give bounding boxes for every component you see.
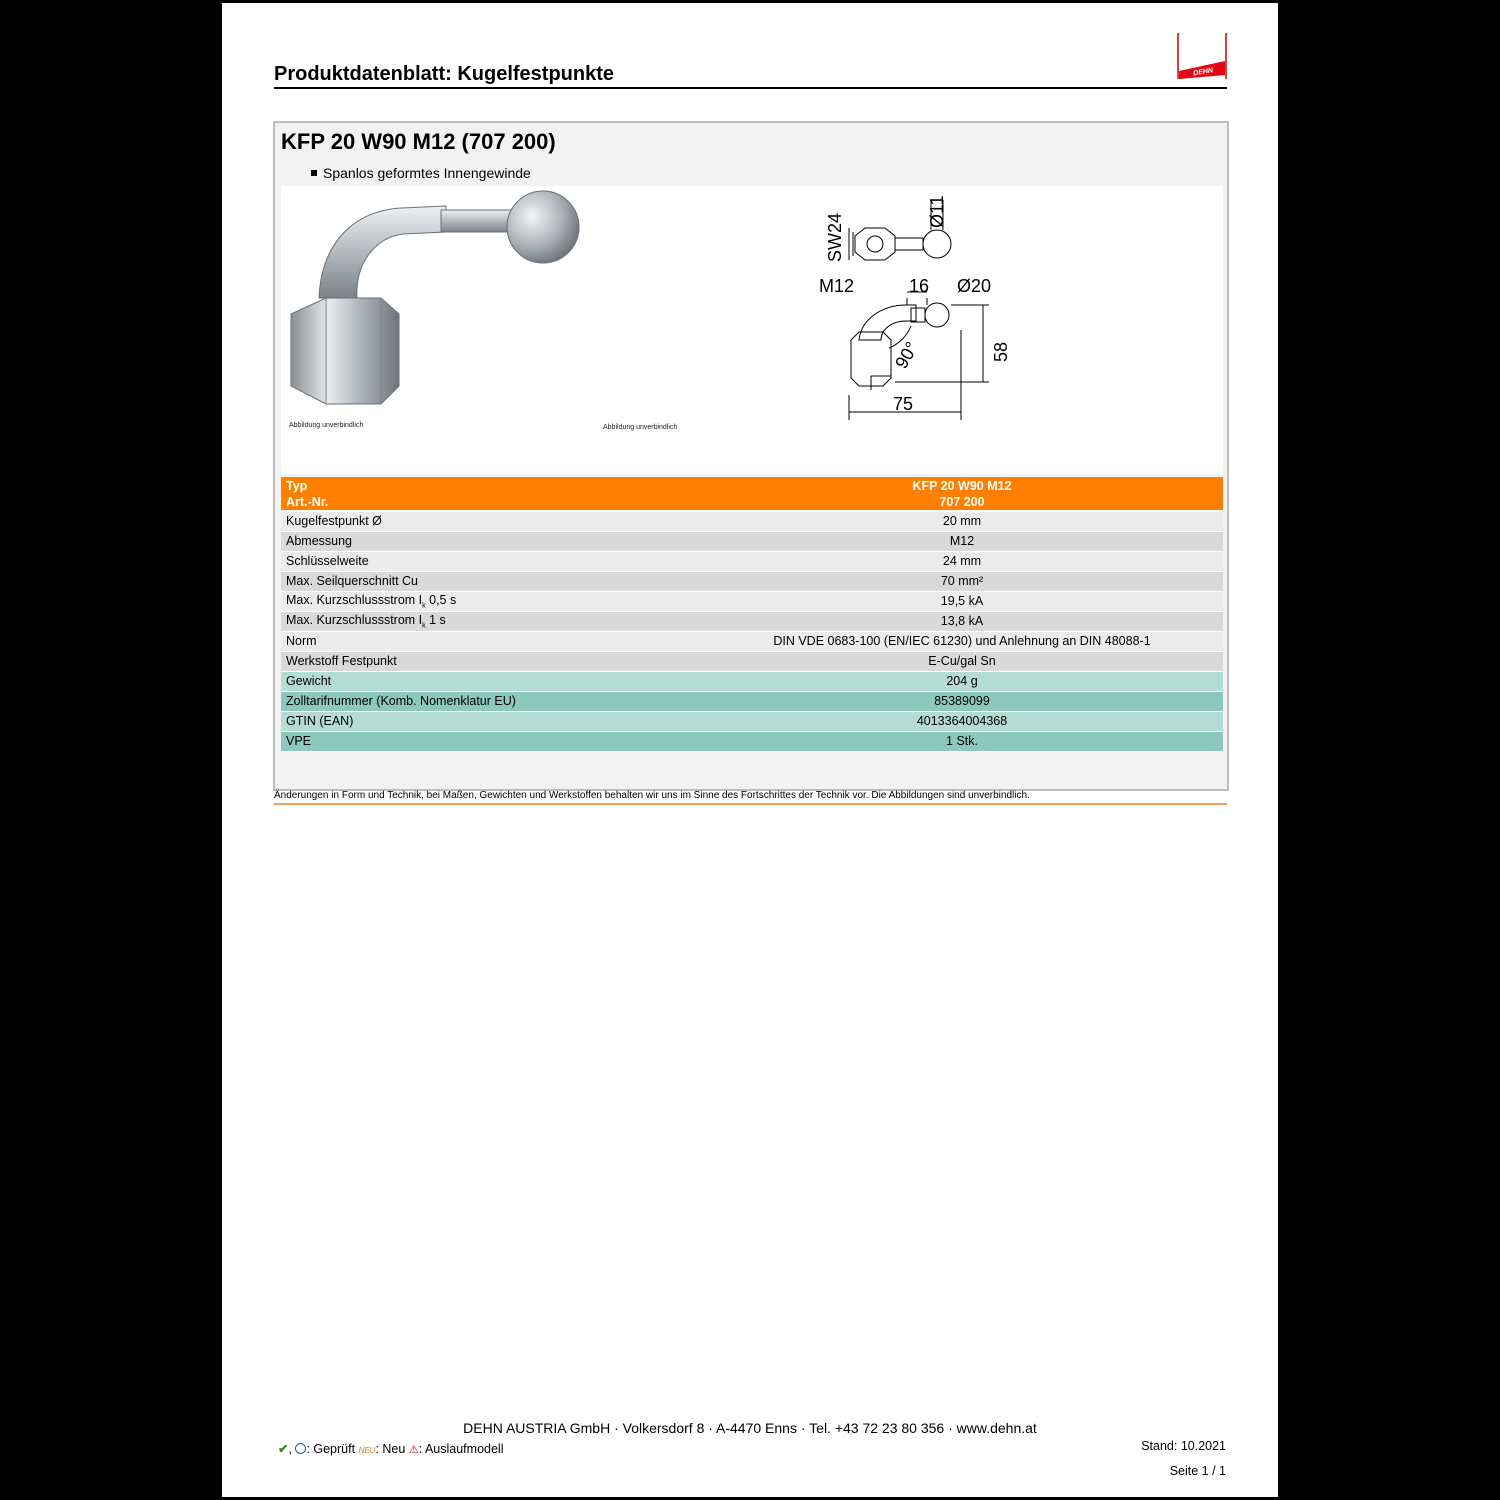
discontinued-icon: ⚠ <box>408 1444 419 1456</box>
row-label: Schlüsselweite <box>281 551 701 571</box>
bullet-icon <box>311 170 317 176</box>
drawing-label-58: 58 <box>991 341 1011 362</box>
logo-text: DEHN <box>1192 67 1214 78</box>
row-value: 24 mm <box>701 551 1223 571</box>
page-title: Produktdatenblatt: Kugelfestpunkte <box>274 63 615 85</box>
new-badge-icon: NEU <box>358 1446 376 1455</box>
row-label: Max. Kurzschlussstrom $I_k$ 0,5 s <box>281 591 701 611</box>
row-label: Norm <box>281 631 701 651</box>
drawing-label-16: 16 <box>909 276 930 296</box>
disclaimer-text: Änderungen in Form und Technik, bei Maßen, Gewichten und Werkstoffen behalten wir uns im Sinne des Fortschrittes der Technik vor. Die Abbildungen sind unverbindlich. <box>274 790 1030 801</box>
row-value: M12 <box>701 531 1223 551</box>
row-label: GTIN (EAN) <box>281 711 701 731</box>
spec-table <box>281 477 1223 752</box>
row-value: 1 Stk. <box>701 731 1223 751</box>
row-label: Abmessung <box>281 531 701 551</box>
row-value: 204 g <box>701 671 1223 691</box>
header-divider <box>274 87 1227 89</box>
datasheet-page <box>222 3 1278 1497</box>
product-panel <box>273 121 1229 791</box>
issue-date: Stand: 10.2021 <box>1141 1439 1226 1453</box>
checkmark-icon: ✔ <box>278 1442 289 1456</box>
row-label: Kugelfestpunkt Ø <box>281 511 701 531</box>
page-number: Seite 1 / 1 <box>1169 1464 1226 1478</box>
drawing-label-75: 75 <box>893 394 914 414</box>
table-row <box>281 591 1223 611</box>
footer-address: DEHN AUSTRIA GmbH · Volkersdorf 8 · A-4470 Enns · Tel. +43 72 23 80 356 · www.dehn.at <box>463 1420 1037 1436</box>
table-row <box>281 671 1223 691</box>
art-value: 707 200 <box>701 494 1223 511</box>
technical-drawing <box>811 190 1031 430</box>
row-label: Zolltarifnummer (Komb. Nomenklatur EU) <box>281 691 701 711</box>
table-row <box>281 691 1223 711</box>
drawing-label-angle: 90° <box>891 338 923 372</box>
photo-caption: Abbildung unverbindlich <box>289 422 364 429</box>
table-row <box>281 711 1223 731</box>
table-row <box>281 551 1223 571</box>
status-legend: ✔, : Geprüft NEU: Neu ⚠: Auslaufmodell <box>278 1442 504 1456</box>
drawing-label-sw: SW24 <box>825 212 845 262</box>
product-images <box>281 186 1223 474</box>
table-row-art <box>281 494 1223 511</box>
drawing-caption: Abbildung unverbindlich <box>603 424 678 431</box>
table-row <box>281 511 1223 531</box>
product-photo <box>281 186 591 426</box>
row-label: Max. Seilquerschnitt Cu <box>281 571 701 591</box>
legend-neu: : Neu <box>375 1442 406 1456</box>
row-label: Werkstoff Festpunkt <box>281 651 701 671</box>
table-row-typ <box>281 477 1223 494</box>
drawing-label-d20: Ø20 <box>957 276 992 296</box>
product-title: KFP 20 W90 M12 (707 200) <box>281 129 556 154</box>
art-label: Art.-Nr. <box>281 494 701 511</box>
row-value: 19,5 kA <box>701 591 1223 611</box>
typ-value: KFP 20 W90 M12 <box>701 477 1223 494</box>
table-row <box>281 611 1223 631</box>
drawing-label-m12: M12 <box>819 276 855 296</box>
table-row <box>281 531 1223 551</box>
feature-text: Spanlos geformtes Innengewinde <box>323 165 531 181</box>
row-value: 4013364004368 <box>701 711 1223 731</box>
row-value: 13,8 kA <box>701 611 1223 631</box>
disclaimer-divider <box>274 803 1227 805</box>
typ-label: Typ <box>281 477 701 494</box>
row-label: VPE <box>281 731 701 751</box>
drawing-label-d11: Ø11 <box>927 195 947 228</box>
row-value: E-Cu/gal Sn <box>701 651 1223 671</box>
row-label: Gewicht <box>281 671 701 691</box>
table-row <box>281 651 1223 671</box>
legend-aus: : Auslaufmodell <box>418 1442 504 1456</box>
row-value: 85389099 <box>701 691 1223 711</box>
row-value: 70 mm² <box>701 571 1223 591</box>
row-value: 20 mm <box>701 511 1223 531</box>
row-label: Max. Kurzschlussstrom $I_k$ 1 s <box>281 611 701 631</box>
feature-item <box>311 165 531 181</box>
table-row <box>281 631 1223 651</box>
table-row <box>281 731 1223 751</box>
dehn-logo <box>1177 31 1227 81</box>
legend-geprueft: : Geprüft <box>306 1442 356 1456</box>
tested-seal-icon <box>295 1443 306 1454</box>
table-row <box>281 571 1223 591</box>
row-value: DIN VDE 0683-100 (EN/IEC 61230) und Anlehnung an DIN 48088-1 <box>701 631 1223 651</box>
